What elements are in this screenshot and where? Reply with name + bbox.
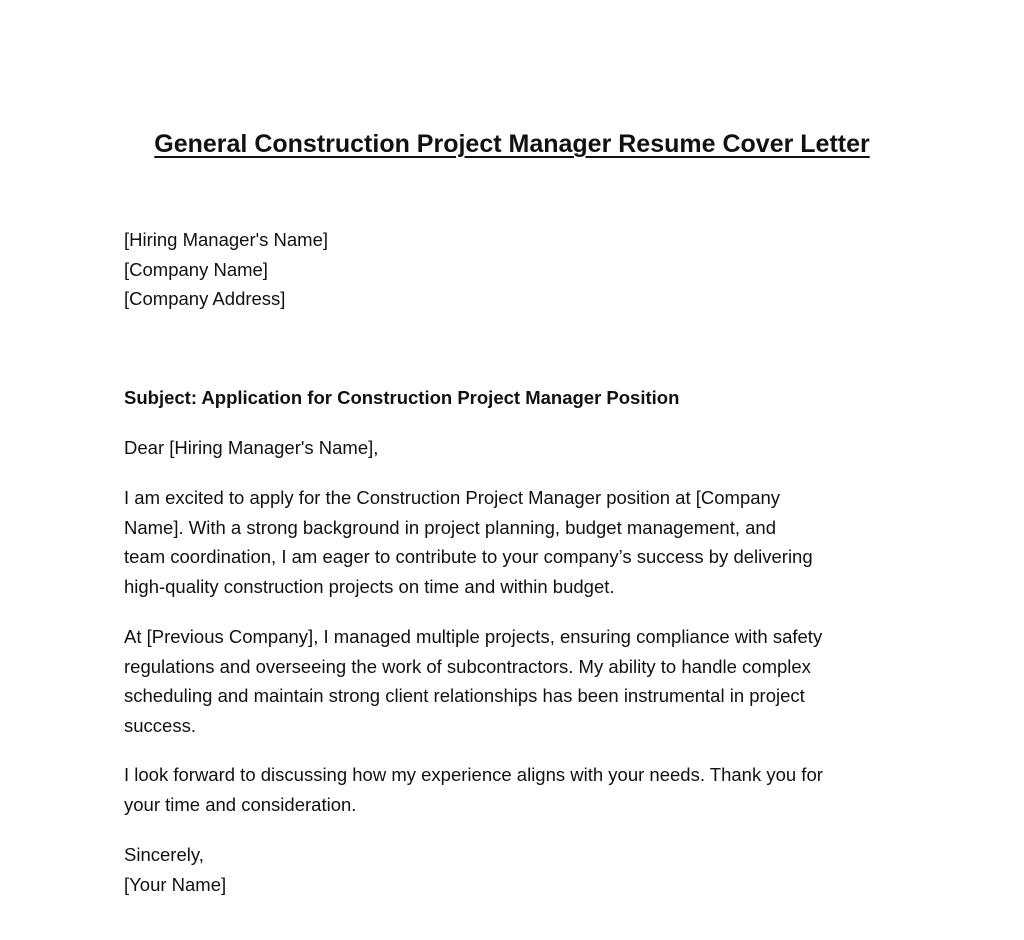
subject-line: Subject: Application for Construction Project Manager Position	[124, 387, 680, 408]
paragraph-line: success.	[124, 714, 196, 736]
closing-salutation: Sincerely,	[124, 844, 204, 865]
greeting: Dear [Hiring Manager's Name],	[124, 437, 379, 458]
paragraph-line: your time and consideration.	[124, 793, 357, 815]
paragraph-line: team coordination, I am eager to contribute to your company’s success by delivering	[124, 546, 813, 567]
recipient-name: [Hiring Manager's Name]	[124, 229, 329, 250]
paragraph-line: At [Previous Company], I managed multiple projects, ensuring compliance with safety	[124, 626, 823, 647]
recipient-block	[124, 225, 914, 314]
paragraph-intro	[124, 483, 914, 601]
paragraph-line: regulations and overseeing the work of subcontractors. My ability to handle complex	[124, 655, 811, 677]
signature-name: [Your Name]	[124, 873, 227, 895]
paragraph-line: Name]. With a strong background in project planning, budget management, and	[124, 516, 777, 538]
paragraph-line: I look forward to discussing how my experience aligns with your needs. Thank you for	[124, 764, 823, 785]
paragraph-experience	[124, 622, 914, 740]
paragraph-line: scheduling and maintain strong client relationships has been instrumental in project	[124, 685, 805, 706]
recipient-company: [Company Name]	[124, 258, 268, 280]
paragraph-closing-remarks	[124, 760, 914, 819]
paragraph-line: I am excited to apply for the Construction Project Manager position at [Company	[124, 487, 781, 508]
signature-block	[124, 840, 914, 899]
document-title: General Construction Project Manager Resume Cover Letter	[154, 130, 870, 158]
paragraph-line: high-quality construction projects on time and within budget.	[124, 575, 615, 597]
recipient-address: [Company Address]	[124, 288, 286, 309]
